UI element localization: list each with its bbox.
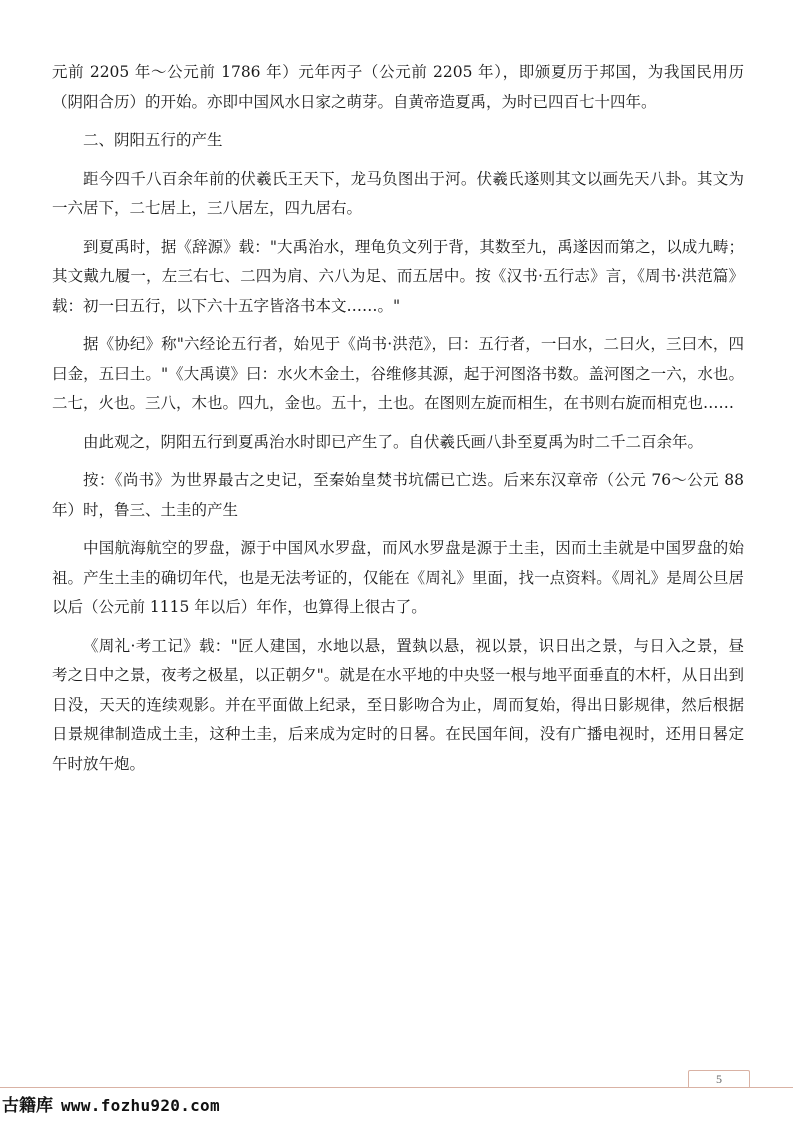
paragraph-conclusion: 由此观之，阴阳五行到夏禹治水时即已产生了。自伏羲氏画八卦至夏禹为时二千二百余年。 (83, 432, 704, 451)
paragraph-compass: 中国航海航空的罗盘，源于中国风水罗盘，而风水罗盘是源于土圭，因而土圭就是中国罗盘的始祖。产生土圭的确切年代，也是无法考证的，仅能在《周礼》里面，找一点资料。《周礼》是周公旦居以后（公元前 1115 年以后）年作，也算得上很古了。 (52, 539, 744, 616)
page-number: 5 (716, 1072, 722, 1086)
paragraph-fuxi: 距今四千八百余年前的伏羲氏王天下，龙马负图出于河。伏羲氏遂则其文以画先天八卦。其文为一六居下，二七居上，三八居左，四九居右。 (52, 169, 744, 217)
watermark-site: www.fozhu920.com (61, 1096, 220, 1115)
footer-divider (0, 1087, 793, 1088)
watermark-banner (0, 1090, 257, 1122)
body-text (52, 58, 744, 779)
paragraph-continuation: 元前 2205 年～公元前 1786 年）元年丙子（公元前 2205 年），即颁夏历于邦国，为我国民用历（阴阳合历）的开始。亦即中国风水日家之萌芽。自黄帝造夏禹，为时已四百七十四年。 (52, 63, 744, 111)
watermark-name: 古籍库 (2, 1096, 53, 1116)
paragraph-xieji: 据《协纪》称"六经论五行者，始见于《尚书·洪范》，曰：五行者，一曰水，二曰火，三曰木，四曰金，五曰土。"《大禹谟》曰：水火木金土，谷维修其源，起于河图洛书数。盖河图之一六，水也。二七，火也。三八，木也。四九，金也。五十，土也。在图则左旋而相生，在书则右旋而相克也…… (52, 335, 744, 412)
paragraph-xiayu: 到夏禹时，据《辞源》载："大禹治水，理龟负文列于背，其数至九，禹遂因而第之，以成九畴；其文戴九履一，左三右七、二四为肩、六八为足、而五居中。按《汉书·五行志》言，《周书·洪范篇》载：初一曰五行，以下六十五字皆洛书本文……。" (52, 237, 744, 315)
paragraph-shangshu-note: 按：《尚书》为世界最古之史记，至秦始皇焚书坑儒已亡迭。后来东汉章帝（公元 76～公元 88 年）时，鲁三、土圭的产生 (52, 471, 744, 519)
paragraph-zhouli: 《周礼·考工记》载："匠人建国，水地以悬，置埶以悬，视以景，识日出之景，与日入之景，昼考之日中之景，夜考之极星，以正朝夕"。就是在水平地的中央竖一根与地平面垂直的木杆，从日出到日没，天天的连续观影。并在平面做上纪录，至日影吻合为止，周而复始，得出日影规律，然后根据日景规律制造成土圭，这种土圭，后来成为定时的日晷。在民国年间，没有广播电视时，还用日晷定午时放午炮。 (52, 636, 744, 773)
section-heading-yinyang-wuxing: 二、阴阳五行的产生 (83, 131, 223, 149)
